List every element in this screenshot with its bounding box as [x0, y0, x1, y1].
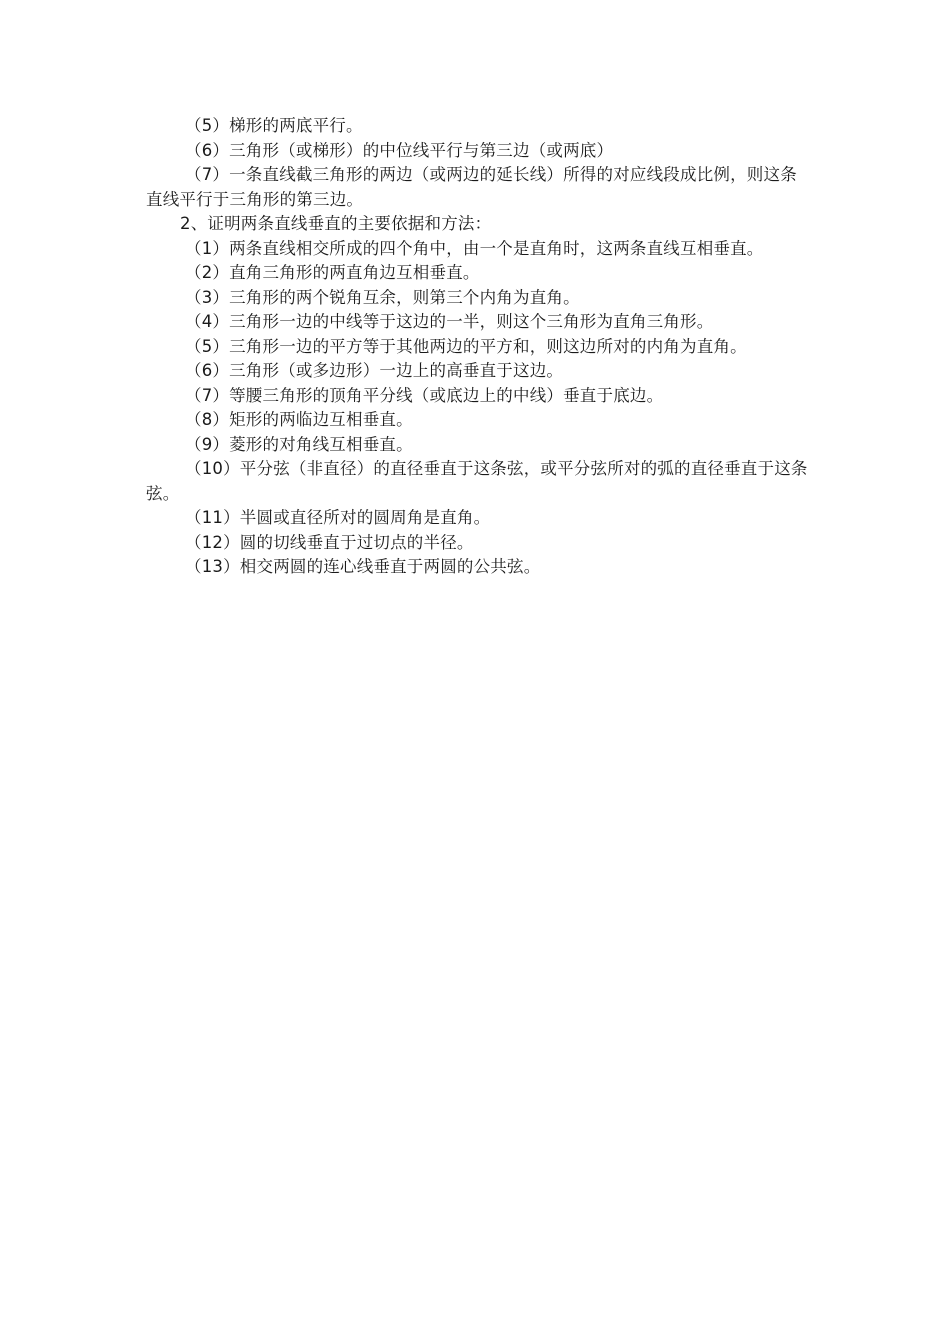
section-heading: 2、证明两条直线垂直的主要依据和方法：: [180, 214, 492, 233]
paragraph-perpendicular-5: （5）三角形一边的平方等于其他两边的平方和，则这边所对的内角为直角。: [185, 336, 747, 356]
paragraph-perpendicular-4: （4）三角形一边的中线等于这边的一半，则这个三角形为直角三角形。: [185, 312, 714, 331]
paragraph-parallel-7: （7）一条直线截三角形的两边（或两边的延长线）所得的对应线段成比例，则这条直线平行于三角形的第三边。: [146, 165, 797, 209]
paragraph-perpendicular-3: （3）三角形的两个锐角互余，则第三个内角为直角。: [185, 287, 580, 307]
paragraph-perpendicular-2: （2）直角三角形的两直角边互相垂直。: [185, 263, 480, 282]
document-body: [146, 114, 810, 580]
paragraph-parallel-5: （5）梯形的两底平行。: [185, 116, 363, 135]
paragraph-perpendicular-11: （11）半圆或直径所对的圆周角是直角。: [185, 508, 491, 527]
paragraph-parallel-6: （6）三角形（或梯形）的中位线平行与第三边（或两底）: [185, 140, 614, 160]
paragraph-perpendicular-10: （10）平分弦（非直径）的直径垂直于这条弦，或平分弦所对的弧的直径垂直于这条弦。: [146, 459, 808, 503]
paragraph-perpendicular-8: （8）矩形的两临边互相垂直。: [185, 410, 413, 429]
paragraph-perpendicular-1: （1）两条直线相交所成的四个角中，由一个是直角时，这两条直线互相垂直。: [185, 238, 764, 258]
paragraph-perpendicular-6: （6）三角形（或多边形）一边上的高垂直于这边。: [185, 361, 564, 380]
paragraph-perpendicular-7: （7）等腰三角形的顶角平分线（或底边上的中线）垂直于底边。: [185, 385, 664, 405]
paragraph-perpendicular-9: （9）菱形的对角线互相垂直。: [185, 434, 413, 454]
paragraph-perpendicular-12: （12）圆的切线垂直于过切点的半径。: [185, 532, 474, 552]
paragraph-perpendicular-13: （13）相交两圆的连心线垂直于两圆的公共弦。: [185, 557, 541, 576]
